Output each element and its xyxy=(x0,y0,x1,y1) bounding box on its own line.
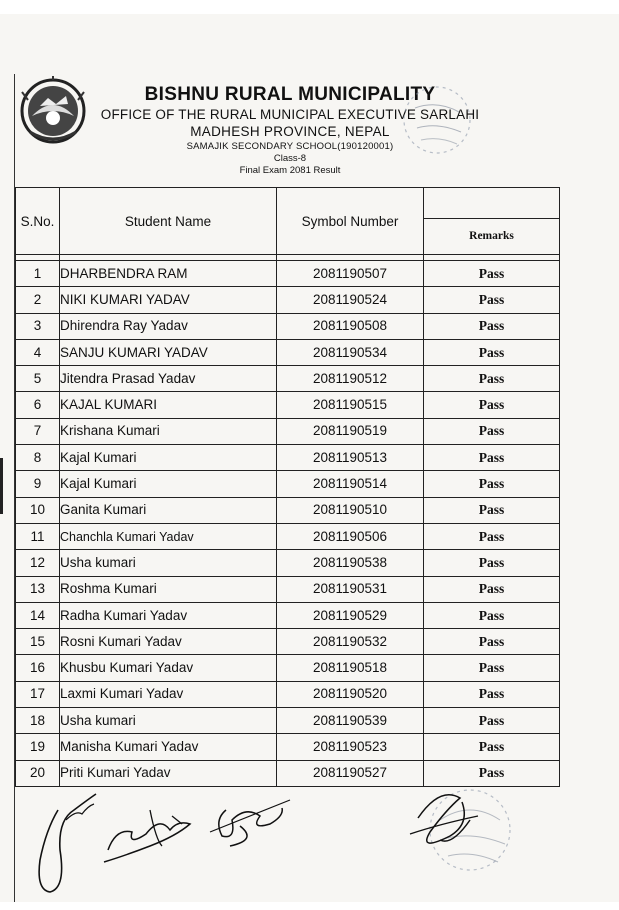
row-symbol: 2081190514 xyxy=(277,471,424,497)
class-line: Class-8 xyxy=(273,153,307,164)
row-remark: Pass xyxy=(424,523,560,549)
row-symbol: 2081190519 xyxy=(277,418,424,444)
table-row xyxy=(16,445,560,471)
table-row xyxy=(16,576,560,602)
row-remark: Pass xyxy=(424,261,560,287)
school-line: SAMAJIK SECONDARY SCHOOL(190120001) xyxy=(186,141,394,152)
row-name: Chanchla Kumari Yadav xyxy=(60,523,277,549)
row-sn: 10 xyxy=(16,497,60,523)
row-symbol: 2081190520 xyxy=(277,681,424,707)
row-sn: 1 xyxy=(16,261,60,287)
table-row xyxy=(16,655,560,681)
nepal-government-emblem-icon xyxy=(18,76,88,144)
row-sn: 2 xyxy=(16,287,60,313)
row-remark: Pass xyxy=(424,339,560,365)
row-symbol: 2081190512 xyxy=(277,366,424,392)
row-sn: 11 xyxy=(16,523,60,549)
row-remark: Pass xyxy=(424,313,560,339)
row-name: NIKI KUMARI YADAV xyxy=(60,287,277,313)
scan-edge xyxy=(0,0,619,14)
row-name: DHARBENDRA RAM xyxy=(60,261,277,287)
row-symbol: 2081190532 xyxy=(277,629,424,655)
row-sn: 7 xyxy=(16,418,60,444)
table-row xyxy=(16,339,560,365)
row-name: Kajal Kumari xyxy=(60,445,277,471)
row-remark: Pass xyxy=(424,497,560,523)
row-symbol: 2081190539 xyxy=(277,708,424,734)
header-student-name: Student Name xyxy=(60,188,277,255)
result-table xyxy=(15,187,560,787)
row-sn: 19 xyxy=(16,734,60,760)
row-name: SANJU KUMARI YADAV xyxy=(60,339,277,365)
province-line: MADHESH PROVINCE, NEPAL xyxy=(190,124,390,139)
handwritten-signature-icon xyxy=(0,780,619,910)
row-remark: Pass xyxy=(424,550,560,576)
row-name: Manisha Kumari Yadav xyxy=(60,734,277,760)
row-symbol: 2081190507 xyxy=(277,261,424,287)
row-name: Radha Kumari Yadav xyxy=(60,602,277,628)
header-symbol-number: Symbol Number xyxy=(277,188,424,255)
table-row xyxy=(16,313,560,339)
office-line: OFFICE OF THE RURAL MUNICIPAL EXECUTIVE SARLAHI xyxy=(100,107,480,122)
row-sn: 18 xyxy=(16,708,60,734)
row-sn: 3 xyxy=(16,313,60,339)
table-row xyxy=(16,392,560,418)
row-sn: 17 xyxy=(16,681,60,707)
row-symbol: 2081190531 xyxy=(277,576,424,602)
row-remark: Pass xyxy=(424,681,560,707)
row-sn: 20 xyxy=(16,760,60,786)
row-symbol: 2081190534 xyxy=(277,339,424,365)
row-symbol: 2081190527 xyxy=(277,760,424,786)
table-row xyxy=(16,523,560,549)
header-sno: S.No. xyxy=(16,188,60,255)
row-name: Roshma Kumari xyxy=(60,576,277,602)
table-row xyxy=(16,287,560,313)
row-remark: Pass xyxy=(424,576,560,602)
row-remark: Pass xyxy=(424,392,560,418)
row-name: Rosni Kumari Yadav xyxy=(60,629,277,655)
table-row xyxy=(16,418,560,444)
scan-edge-bottom xyxy=(0,902,619,910)
row-remark: Pass xyxy=(424,602,560,628)
table-row xyxy=(16,366,560,392)
row-name: Dhirendra Ray Yadav xyxy=(60,313,277,339)
row-symbol: 2081190515 xyxy=(277,392,424,418)
row-symbol: 2081190529 xyxy=(277,602,424,628)
table-row xyxy=(16,261,560,287)
table-row xyxy=(16,708,560,734)
row-symbol: 2081190523 xyxy=(277,734,424,760)
row-remark: Pass xyxy=(424,734,560,760)
municipality-title: BISHNU RURAL MUNICIPALITY xyxy=(144,84,436,105)
row-name: Jitendra Prasad Yadav xyxy=(60,366,277,392)
row-sn: 9 xyxy=(16,471,60,497)
row-name: Priti Kumari Yadav xyxy=(60,760,277,786)
row-name: Kajal Kumari xyxy=(60,471,277,497)
table-row xyxy=(16,550,560,576)
row-symbol: 2081190513 xyxy=(277,445,424,471)
row-remark: Pass xyxy=(424,418,560,444)
row-name: Krishana Kumari xyxy=(60,418,277,444)
row-sn: 5 xyxy=(16,366,60,392)
row-remark: Pass xyxy=(424,708,560,734)
table-row xyxy=(16,602,560,628)
table-row xyxy=(16,734,560,760)
row-sn: 12 xyxy=(16,550,60,576)
row-name: KAJAL KUMARI xyxy=(60,392,277,418)
row-remark: Pass xyxy=(424,366,560,392)
row-sn: 8 xyxy=(16,445,60,471)
row-sn: 16 xyxy=(16,655,60,681)
row-sn: 13 xyxy=(16,576,60,602)
row-sn: 14 xyxy=(16,602,60,628)
row-name: Usha kumari xyxy=(60,550,277,576)
row-sn: 4 xyxy=(16,339,60,365)
header-blank xyxy=(424,188,560,219)
row-name: Khusbu Kumari Yadav xyxy=(60,655,277,681)
table-row xyxy=(16,497,560,523)
row-name: Ganita Kumari xyxy=(60,497,277,523)
scan-mark xyxy=(0,458,3,514)
row-symbol: 2081190538 xyxy=(277,550,424,576)
row-name: Usha kumari xyxy=(60,708,277,734)
row-remark: Pass xyxy=(424,445,560,471)
row-name: Laxmi Kumari Yadav xyxy=(60,681,277,707)
row-remark: Pass xyxy=(424,287,560,313)
row-remark: Pass xyxy=(424,760,560,786)
row-symbol: 2081190508 xyxy=(277,313,424,339)
row-symbol: 2081190524 xyxy=(277,287,424,313)
office-stamp-icon xyxy=(395,78,475,168)
table-row xyxy=(16,629,560,655)
row-remark: Pass xyxy=(424,629,560,655)
row-sn: 6 xyxy=(16,392,60,418)
table-row xyxy=(16,471,560,497)
row-sn: 15 xyxy=(16,629,60,655)
exam-line: Final Exam 2081 Result xyxy=(239,165,341,176)
row-symbol: 2081190510 xyxy=(277,497,424,523)
table-row xyxy=(16,681,560,707)
row-symbol: 2081190518 xyxy=(277,655,424,681)
row-remark: Pass xyxy=(424,655,560,681)
header-remarks: Remarks xyxy=(424,218,560,254)
row-symbol: 2081190506 xyxy=(277,523,424,549)
row-remark: Pass xyxy=(424,471,560,497)
